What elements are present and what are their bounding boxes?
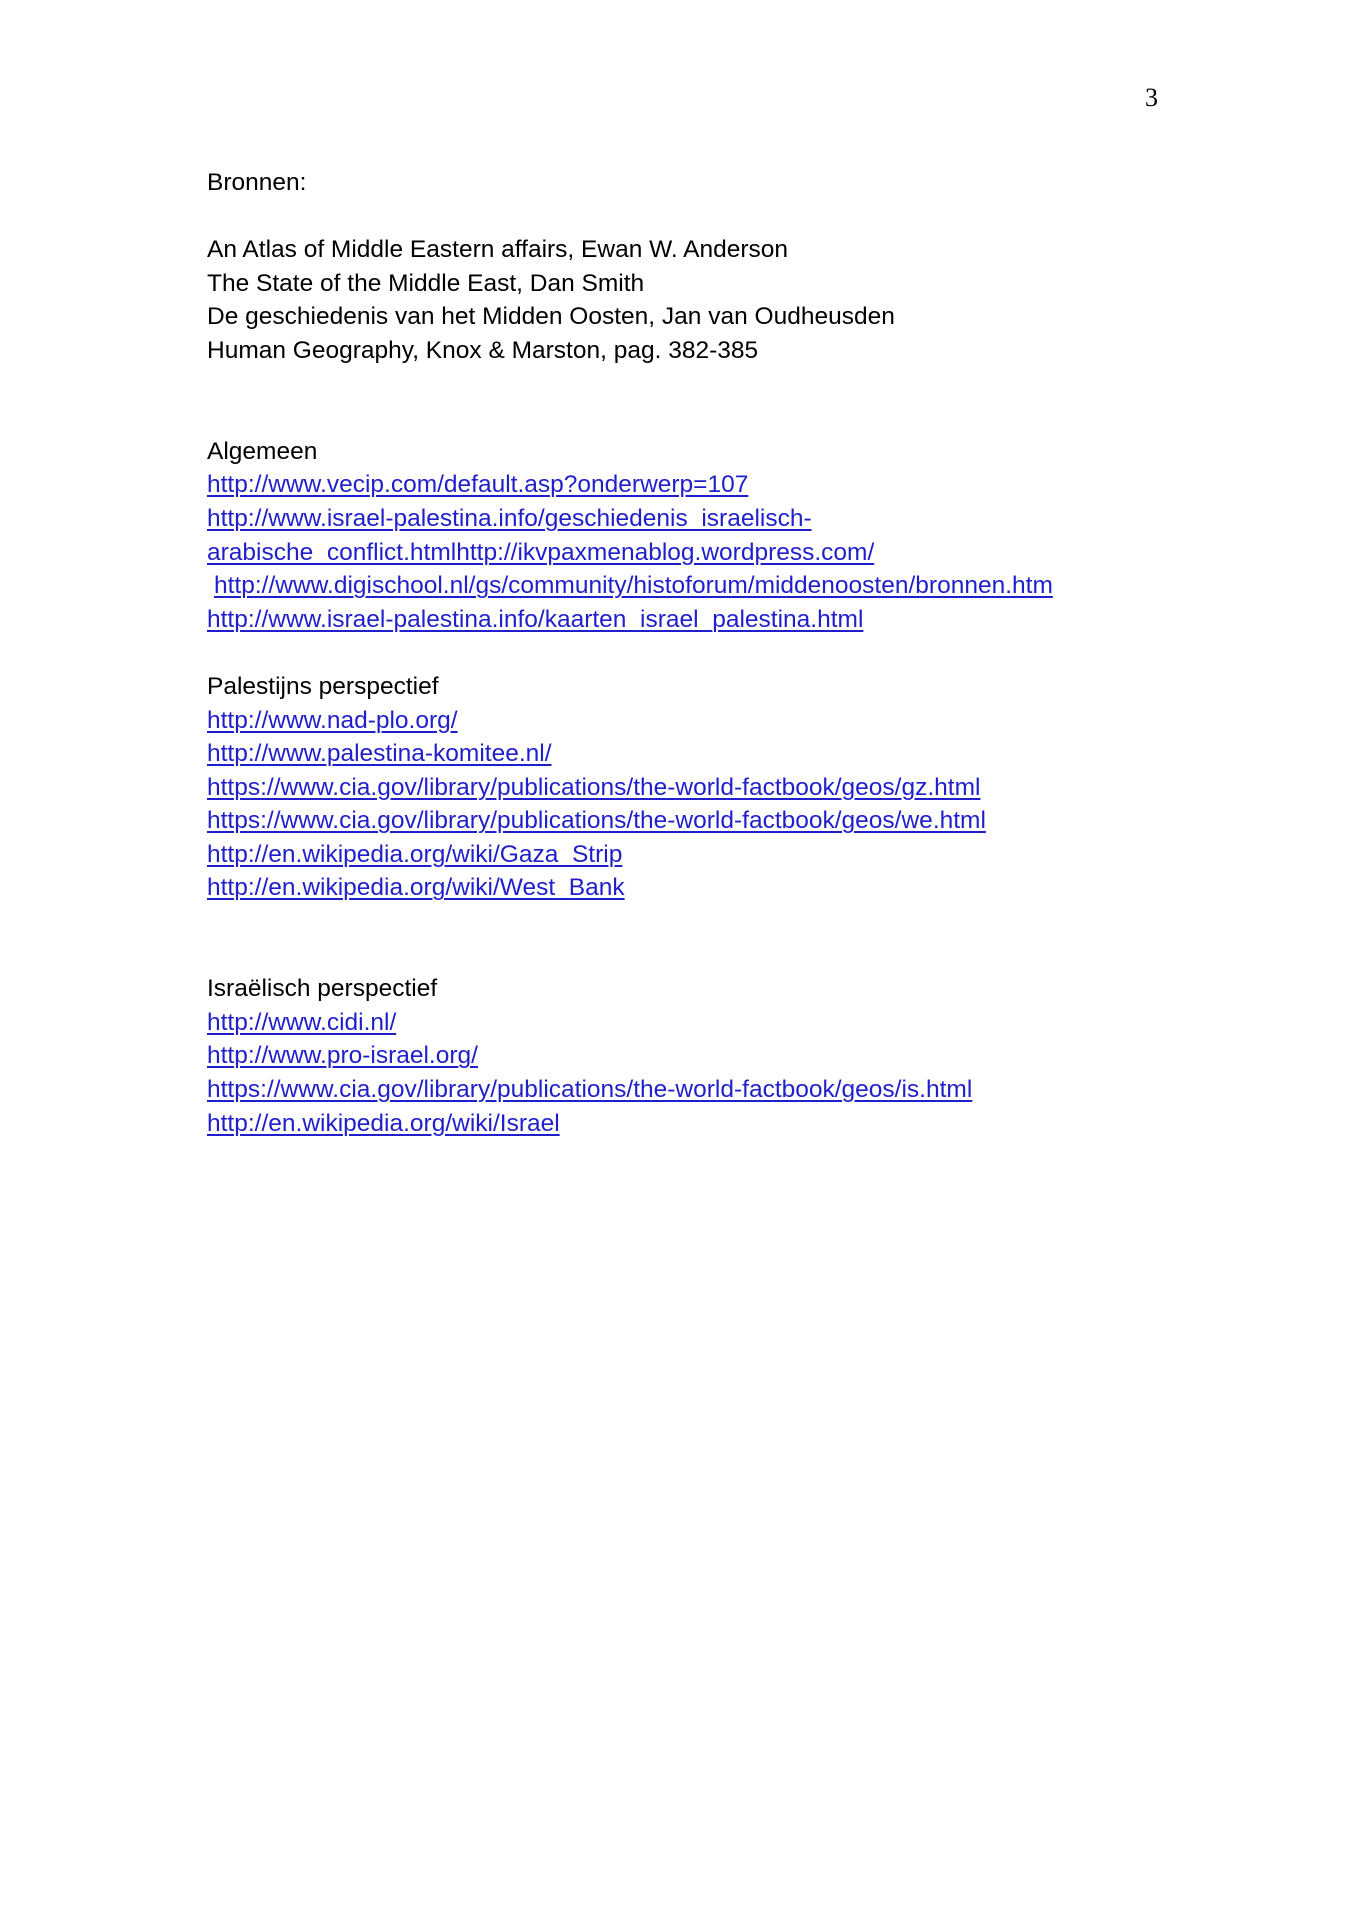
sources-heading: Bronnen: bbox=[207, 169, 307, 196]
palestinian-link[interactable]: http://www.palestina-komitee.nl/ bbox=[207, 740, 552, 768]
document-body bbox=[207, 166, 1207, 1140]
israeli-link[interactable]: http://en.wikipedia.org/wiki/Israel bbox=[207, 1109, 560, 1137]
palestinian-link[interactable]: https://www.cia.gov/library/publications/the-world-factbook/geos/gz.html bbox=[207, 773, 981, 801]
blank-line bbox=[207, 200, 1207, 234]
blank-line bbox=[207, 368, 1207, 435]
israeli-heading: Israëlisch perspectief bbox=[207, 975, 438, 1003]
general-link[interactable]: arabische_conflict.htmlhttp://ikvpaxmenablog.wordpress.com/ bbox=[207, 538, 875, 566]
blank-line bbox=[207, 905, 1207, 972]
palestinian-link[interactable]: http://en.wikipedia.org/wiki/West_Bank bbox=[207, 874, 625, 902]
palestinian-link[interactable]: http://en.wikipedia.org/wiki/Gaza_Strip bbox=[207, 840, 623, 868]
general-link[interactable]: http://www.digischool.nl/gs/community/histoforum/middenoosten/bronnen.htm bbox=[214, 572, 1053, 600]
book-reference: Human Geography, Knox & Marston, pag. 382-385 bbox=[207, 336, 759, 364]
book-reference: The State of the Middle East, Dan Smith bbox=[207, 269, 645, 297]
palestinian-heading: Palestijns perspectief bbox=[207, 672, 439, 700]
general-link[interactable]: http://www.israel-palestina.info/geschiedenis_israelisch- bbox=[207, 504, 812, 532]
general-heading: Algemeen bbox=[207, 437, 318, 465]
palestinian-link[interactable]: http://www.nad-plo.org/ bbox=[207, 706, 458, 734]
general-link[interactable]: http://www.vecip.com/default.asp?onderwerp=107 bbox=[207, 471, 749, 499]
palestinian-link[interactable]: https://www.cia.gov/library/publications/the-world-factbook/geos/we.html bbox=[207, 807, 986, 835]
general-link[interactable]: http://www.israel-palestina.info/kaarten_israel_palestina.html bbox=[207, 605, 864, 633]
page-number: 3 bbox=[1145, 83, 1158, 112]
israeli-link[interactable]: https://www.cia.gov/library/publications/the-world-factbook/geos/is.html bbox=[207, 1076, 973, 1104]
israeli-link[interactable]: http://www.pro-israel.org/ bbox=[207, 1042, 478, 1070]
israeli-link[interactable]: http://www.cidi.nl/ bbox=[207, 1008, 397, 1036]
blank-line bbox=[207, 636, 1207, 670]
book-reference: An Atlas of Middle Eastern affairs, Ewan W. Anderson bbox=[207, 236, 789, 264]
book-reference: De geschiedenis van het Midden Oosten, Jan van Oudheusden bbox=[207, 303, 895, 331]
